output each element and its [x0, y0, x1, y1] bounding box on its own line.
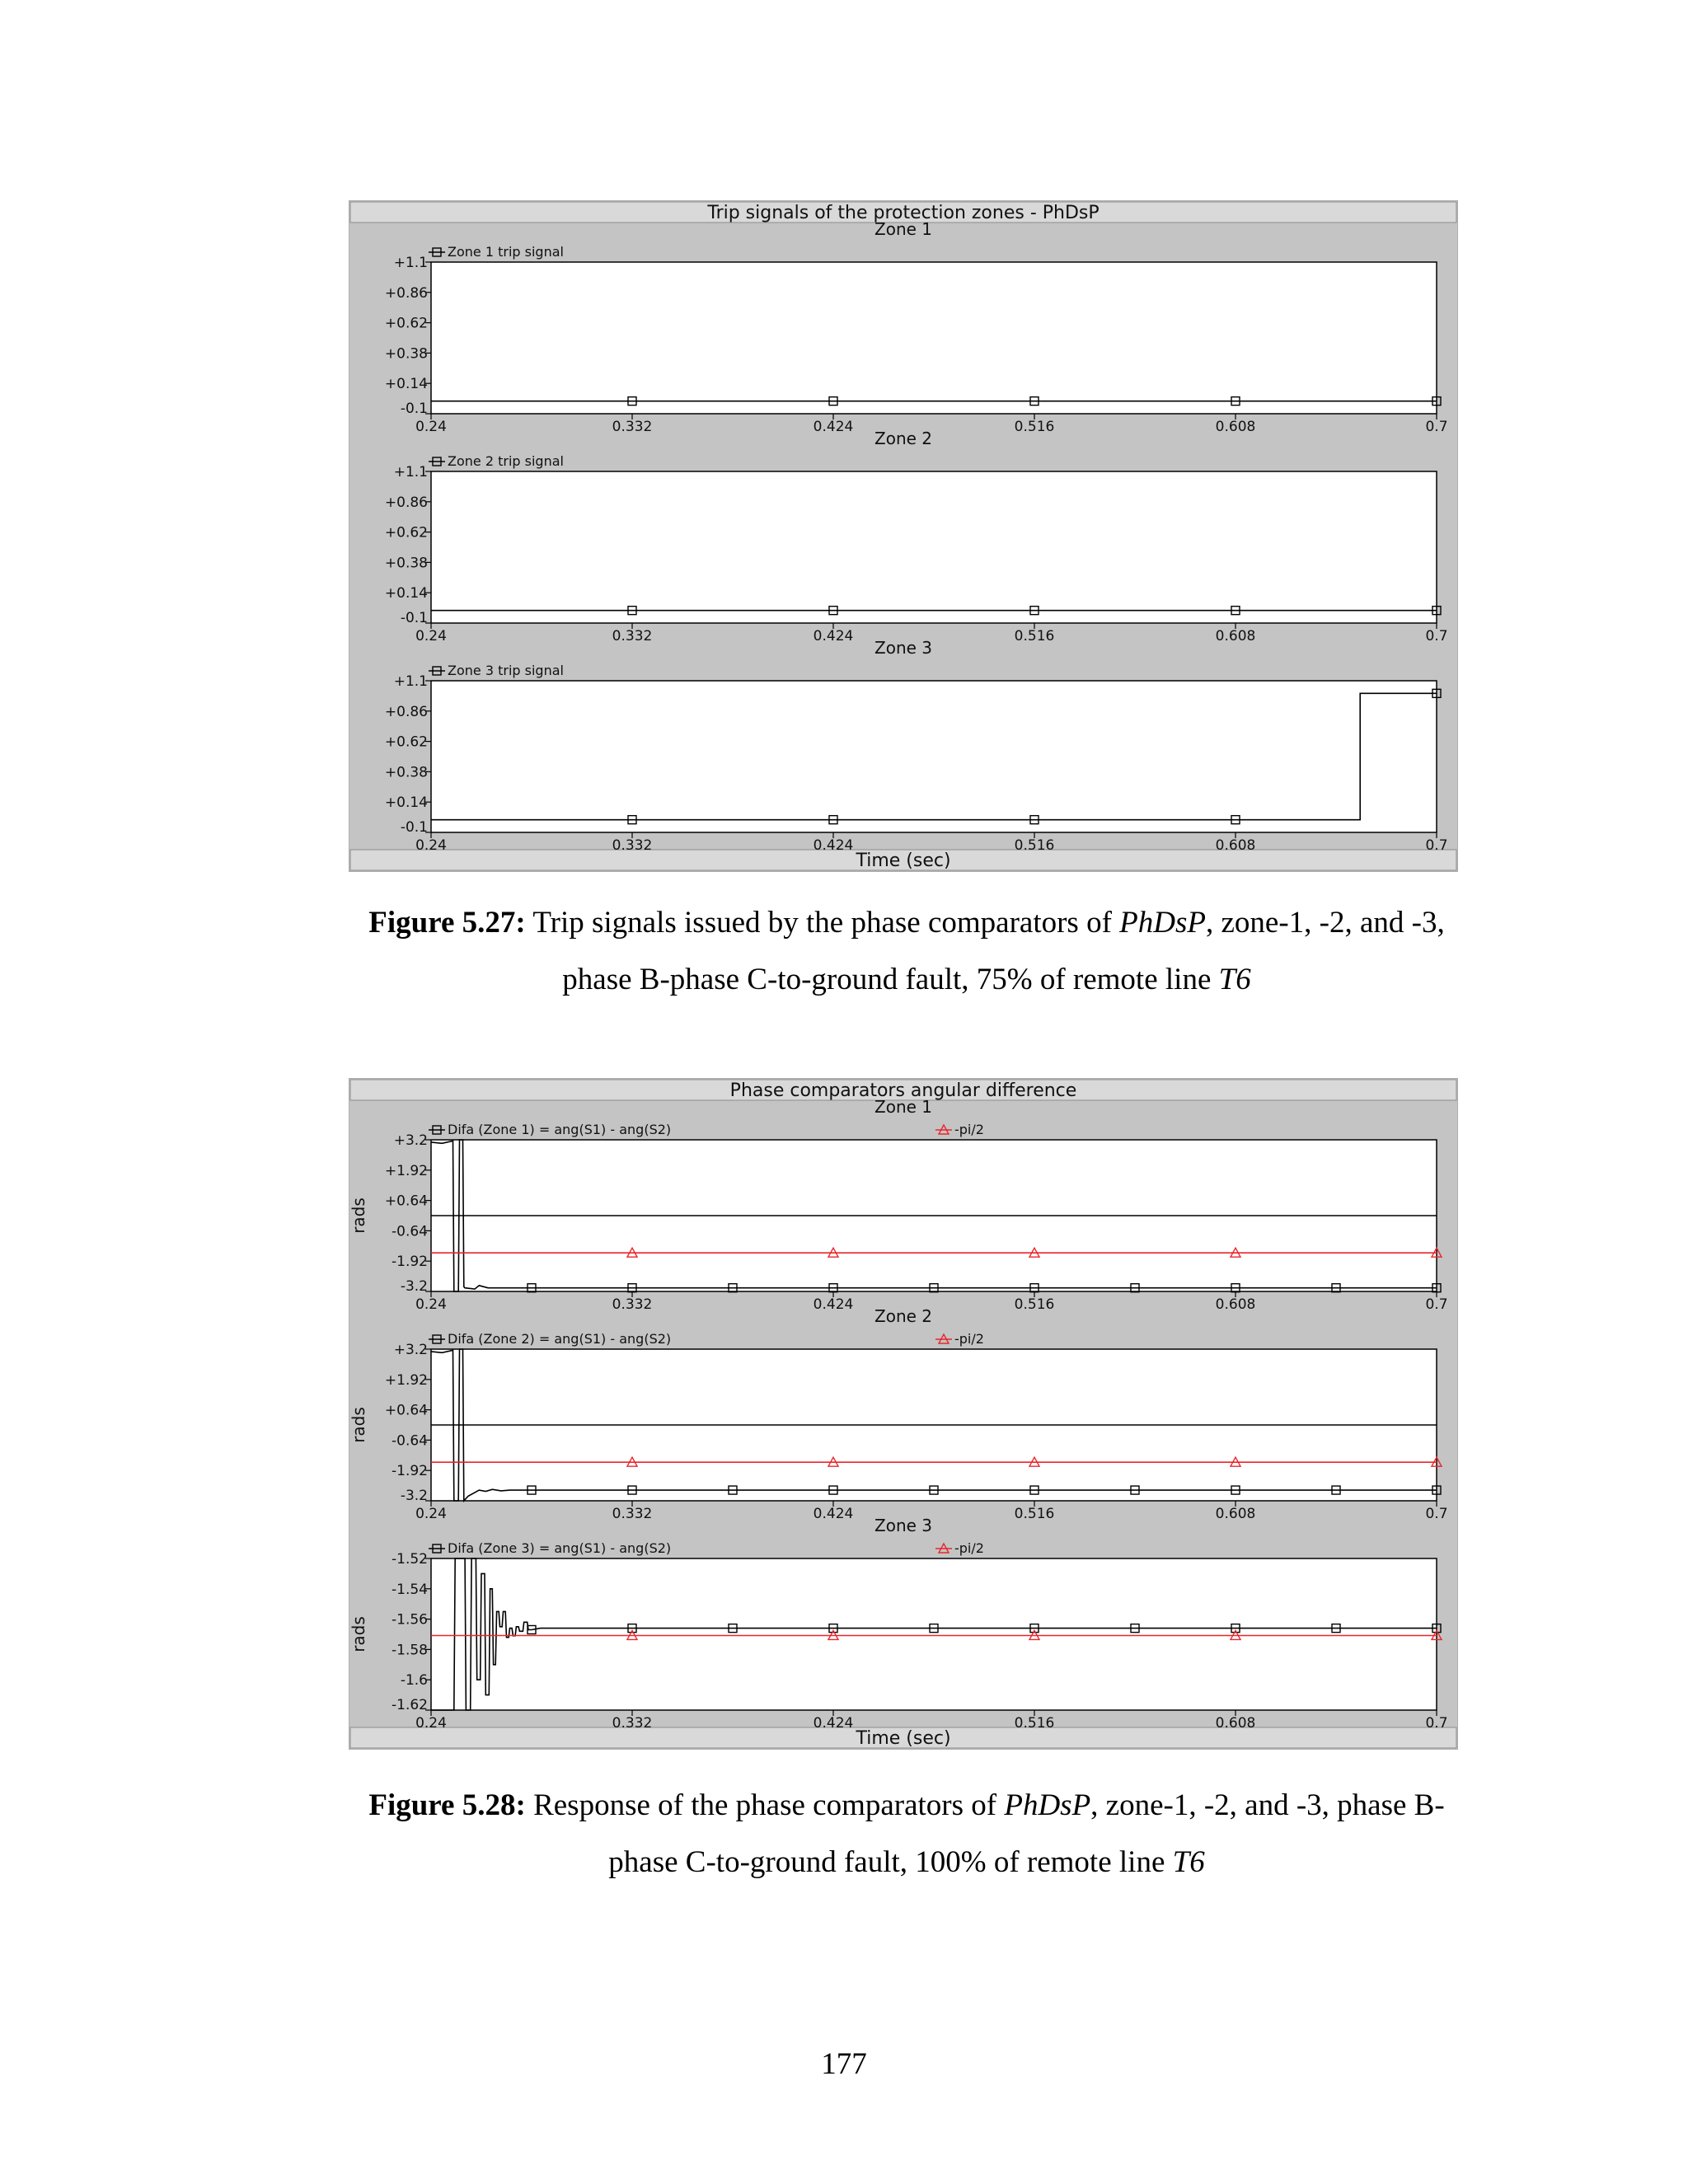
caption-italic: PhDsP — [1004, 1788, 1091, 1822]
y-tick-label: +1.92 — [384, 1371, 428, 1389]
y-tick-label: +3.2 — [393, 1132, 428, 1149]
panel-title: Zone 3 — [874, 638, 932, 658]
panel-title: Zone 1 — [874, 219, 932, 239]
x-tick-label: 0.24 — [415, 1715, 447, 1732]
y-tick-label: +1.92 — [384, 1162, 428, 1179]
y-axis-label: rads — [349, 1197, 368, 1234]
legend-label: Difa (Zone 1) = ang(S1) - ang(S2) — [448, 1122, 672, 1137]
x-tick-label: 0.332 — [612, 419, 653, 435]
caption-text: phase B-phase C-to-ground fault, 75% of remote line — [562, 963, 1219, 996]
legend-label: -pi/2 — [954, 1122, 984, 1137]
plot-area — [431, 1558, 1437, 1710]
x-tick-label: 0.24 — [415, 628, 447, 644]
page-number: 177 — [821, 2047, 867, 2081]
y-tick-label: +0.14 — [384, 585, 428, 602]
y-tick-label: -1.54 — [392, 1581, 428, 1598]
x-tick-label: 0.424 — [813, 628, 854, 644]
x-tick-label: 0.332 — [612, 628, 653, 644]
y-tick-label: -0.64 — [392, 1432, 428, 1450]
y-tick-label: -1.56 — [392, 1611, 428, 1629]
x-tick-label: 0.7 — [1425, 628, 1448, 644]
figure-5-28-caption — [247, 1777, 1566, 1891]
y-tick-label: -3.2 — [400, 1278, 428, 1295]
x-tick-label: 0.608 — [1215, 419, 1256, 435]
x-tick-label: 0.24 — [415, 1296, 447, 1313]
caption-label: Figure 5.27: — [368, 906, 526, 940]
y-tick-label: -0.1 — [400, 819, 428, 836]
y-tick-label: +1.1 — [393, 464, 428, 480]
y-tick-label: +1.1 — [393, 255, 428, 271]
y-tick-label: +0.86 — [384, 494, 428, 511]
x-tick-label: 0.516 — [1014, 628, 1055, 644]
y-tick-label: +0.64 — [384, 1402, 428, 1419]
y-tick-label: +1.1 — [393, 673, 428, 690]
x-tick-label: 0.516 — [1014, 419, 1055, 435]
panel-title: Zone 2 — [874, 429, 932, 448]
x-tick-label: 0.424 — [813, 419, 854, 435]
caption-text: , zone-1, -2, and -3, phase B- — [1090, 1788, 1445, 1822]
y-axis-label: rads — [349, 1407, 368, 1443]
y-tick-label: +0.62 — [384, 733, 428, 751]
x-tick-label: 0.7 — [1425, 1506, 1448, 1522]
x-tick-label: 0.608 — [1215, 1506, 1256, 1522]
x-tick-label: 0.24 — [415, 419, 447, 435]
x-tick-label: 0.24 — [415, 1506, 447, 1522]
y-tick-label: -3.2 — [400, 1488, 428, 1504]
caption-label: Figure 5.28: — [368, 1788, 526, 1822]
legend-label: Difa (Zone 2) = ang(S1) - ang(S2) — [448, 1331, 672, 1347]
y-tick-label: +0.38 — [384, 345, 428, 363]
x-tick-label: 0.424 — [813, 1296, 854, 1313]
x-tick-label: 0.608 — [1215, 1715, 1256, 1732]
figure-title: Trip signals of the protection zones - PhDsP — [707, 203, 1100, 223]
y-tick-label: -1.6 — [400, 1672, 428, 1690]
y-tick-label: +0.62 — [384, 524, 428, 541]
angular-difference-figure — [349, 1078, 1458, 1750]
x-tick-label: 0.24 — [415, 837, 447, 854]
x-tick-label: 0.608 — [1215, 1296, 1256, 1313]
legend-label: Zone 1 trip signal — [448, 244, 564, 260]
y-tick-label: +0.38 — [384, 555, 428, 572]
caption-italic: T6 — [1218, 963, 1251, 996]
x-tick-label: 0.516 — [1014, 1506, 1055, 1522]
legend-label: Difa (Zone 3) = ang(S1) - ang(S2) — [448, 1540, 672, 1556]
y-tick-label: +0.64 — [384, 1193, 428, 1210]
caption-text: , zone-1, -2, and -3, — [1205, 906, 1445, 940]
panel-title: Zone 3 — [874, 1516, 932, 1535]
x-tick-label: 0.608 — [1215, 628, 1256, 644]
x-tick-label: 0.7 — [1425, 837, 1448, 854]
legend-label: Zone 2 trip signal — [448, 453, 564, 469]
panel-title: Zone 2 — [874, 1306, 932, 1326]
legend-label: Zone 3 trip signal — [448, 663, 564, 678]
caption-text: Trip signals issued by the phase comparators of — [525, 906, 1120, 940]
y-tick-label: -1.58 — [392, 1642, 428, 1659]
x-axis-label: Time (sec) — [856, 1728, 951, 1749]
panel-title: Zone 1 — [874, 1097, 932, 1117]
x-tick-label: 0.516 — [1014, 837, 1055, 854]
x-tick-label: 0.516 — [1014, 1296, 1055, 1313]
y-tick-label: +0.38 — [384, 764, 428, 781]
x-tick-label: 0.7 — [1425, 1715, 1448, 1732]
x-tick-label: 0.516 — [1014, 1715, 1055, 1732]
y-tick-label: +3.2 — [393, 1342, 428, 1358]
x-tick-label: 0.7 — [1425, 1296, 1448, 1313]
y-tick-label: -0.64 — [392, 1223, 428, 1240]
legend-label: -pi/2 — [954, 1540, 984, 1556]
figure-title: Phase comparators angular difference — [729, 1080, 1077, 1101]
y-tick-label: -1.92 — [392, 1254, 428, 1271]
caption-text: Response of the phase comparators of — [525, 1788, 1005, 1822]
x-axis-label: Time (sec) — [856, 851, 951, 871]
y-tick-label: +0.86 — [384, 284, 428, 302]
x-tick-label: 0.332 — [612, 1715, 653, 1732]
caption-text: phase C-to-ground fault, 100% of remote line — [608, 1845, 1173, 1879]
caption-italic: T6 — [1172, 1845, 1205, 1879]
y-tick-label: +0.14 — [384, 794, 428, 812]
x-tick-label: 0.332 — [612, 1296, 653, 1313]
plot-area — [431, 681, 1437, 832]
x-tick-label: 0.332 — [612, 1506, 653, 1522]
figure-5-27-caption — [247, 894, 1566, 1008]
y-tick-label: +0.86 — [384, 703, 428, 720]
x-tick-label: 0.424 — [813, 1506, 854, 1522]
y-axis-label: rads — [349, 1616, 368, 1652]
x-tick-label: 0.424 — [813, 1715, 854, 1732]
y-tick-label: +0.14 — [384, 376, 428, 393]
x-tick-label: 0.608 — [1215, 837, 1256, 854]
y-tick-label: -1.52 — [392, 1551, 428, 1568]
y-tick-label: +0.62 — [384, 315, 428, 332]
x-tick-label: 0.332 — [612, 837, 653, 854]
legend-label: -pi/2 — [954, 1331, 984, 1347]
y-tick-label: -1.92 — [392, 1463, 428, 1480]
x-tick-label: 0.7 — [1425, 419, 1448, 435]
trip-signals-figure — [349, 200, 1458, 872]
caption-italic: PhDsP — [1119, 906, 1206, 940]
y-tick-label: -0.1 — [400, 610, 428, 626]
y-tick-label: -0.1 — [400, 401, 428, 417]
plot-area — [431, 471, 1437, 623]
y-tick-label: -1.62 — [392, 1697, 428, 1713]
x-tick-label: 0.424 — [813, 837, 854, 854]
plot-area — [431, 262, 1437, 414]
